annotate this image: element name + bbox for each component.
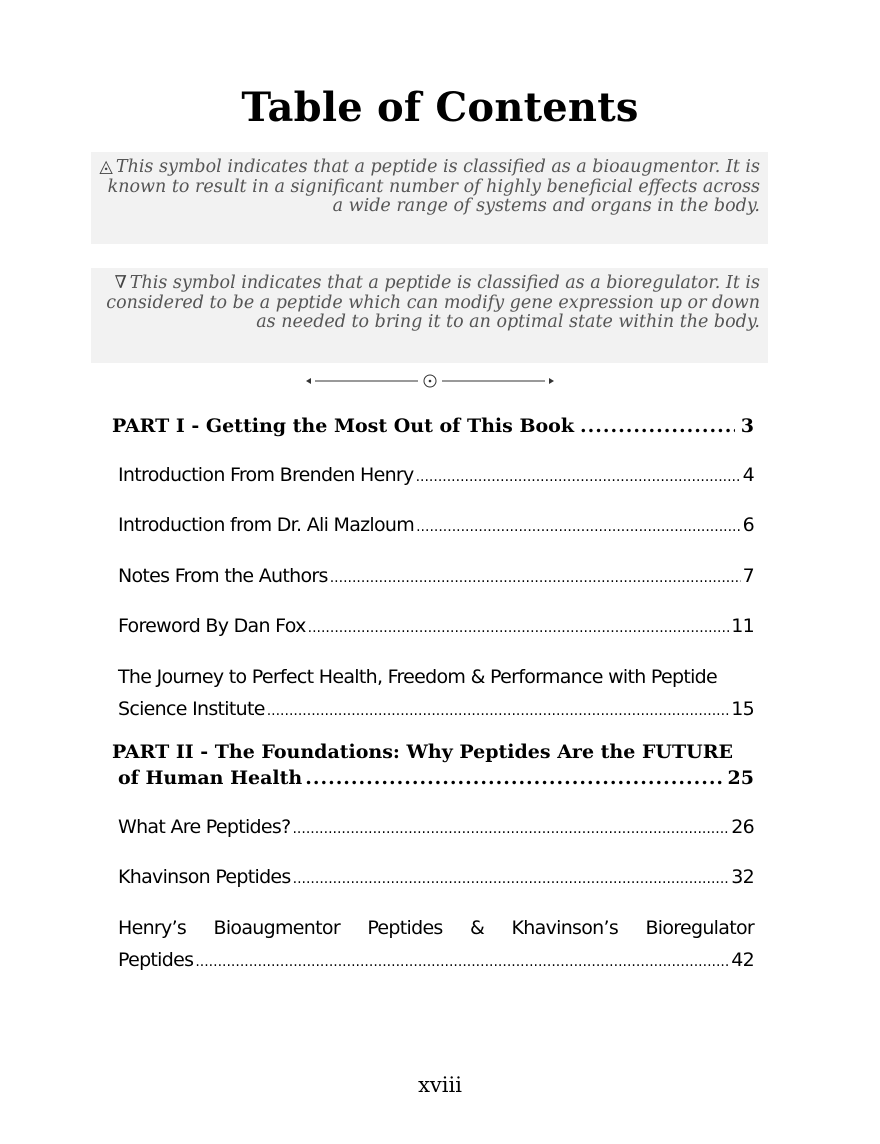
- page-title: Table of Contents: [241, 84, 639, 131]
- entry-page: 32: [731, 866, 754, 888]
- bioaugmentor-note-text: This symbol indicates that a peptide is classified as a bioaugmentor. It is known to result in a significant number of highly beneficial effects across a wide range of systems and organs in the body.: [107, 157, 760, 216]
- journey-line-1: The Journey to Perfect Health, Freedom & Performance with Peptide: [118, 666, 718, 688]
- bioregulator-symbol-icon: ∇: [114, 273, 127, 293]
- dot-leader: [267, 695, 730, 727]
- ornamental-divider-icon: [305, 373, 555, 389]
- entry-title: Foreword By Dan Fox: [118, 615, 306, 637]
- toc-part-1: [112, 413, 754, 439]
- toc-entry-4[interactable]: [118, 610, 754, 644]
- entry-page: 26: [731, 816, 754, 838]
- toc-entry-2[interactable]: [118, 509, 754, 543]
- toc-entry-henry[interactable]: [118, 912, 754, 978]
- entry-title: Introduction from Dr. Ali Mazloum: [118, 514, 415, 536]
- toc-entry-1[interactable]: [118, 459, 754, 493]
- dot-leader: [416, 511, 741, 543]
- bioregulator-note: [91, 268, 768, 363]
- toc-entry-5[interactable]: [118, 811, 754, 845]
- toc-entry-6[interactable]: [118, 861, 754, 895]
- toc-entry-journey[interactable]: [118, 661, 754, 727]
- word: &: [470, 917, 485, 939]
- word: Bioaugmentor: [213, 917, 340, 939]
- part-2-title-line-1: PART II - The Foundations: Why Peptides Are the FUTURE: [112, 741, 733, 763]
- part-2-page: 25: [727, 767, 754, 789]
- entry-title: Notes From the Authors: [118, 565, 328, 587]
- bioregulator-note-text: This symbol indicates that a peptide is classified as a bioregulator. It is considered to be a peptide which can modify gene expression up or down as needed to bring it to an optimal state within the body.: [106, 273, 760, 332]
- toc-entry-3[interactable]: [118, 560, 754, 594]
- part-1-title: PART I - Getting the Most Out of This Book: [112, 415, 575, 437]
- dot-leader: [293, 863, 730, 895]
- entry-title: Introduction From Brenden Henry: [118, 464, 414, 486]
- dot-leader: [305, 765, 724, 791]
- entry-page: 11: [731, 615, 754, 637]
- dot-leader: [580, 413, 735, 439]
- dot-leader: [330, 562, 741, 594]
- bioaugmentor-note: [91, 152, 768, 244]
- dot-leader: [292, 813, 729, 845]
- part-1-page: 3: [740, 415, 754, 437]
- bioaugmentor-symbol-icon: ◬: [99, 157, 113, 177]
- entry-title: Science Institute: [118, 698, 265, 720]
- entry-title: Peptides: [118, 949, 194, 971]
- part-2-title-line-2: of Human Health: [118, 767, 303, 789]
- entry-page: 6: [742, 514, 754, 536]
- word: Khavinson’s: [511, 917, 619, 939]
- dot-leader: [308, 612, 730, 644]
- entry-page: 42: [731, 949, 754, 971]
- entry-title: What Are Peptides?: [118, 816, 291, 838]
- henry-line-1: [118, 912, 754, 944]
- entry-page: 7: [742, 565, 754, 587]
- word: Bioregulator: [645, 917, 754, 939]
- entry-title: Khavinson Peptides: [118, 866, 291, 888]
- word: Peptides: [367, 917, 443, 939]
- part-1-row[interactable]: [112, 413, 754, 439]
- dot-leader: [195, 946, 729, 978]
- word: Henry’s: [118, 917, 187, 939]
- entry-page: 4: [742, 464, 754, 486]
- toc-part-2[interactable]: [112, 739, 754, 791]
- entry-page: 15: [731, 698, 754, 720]
- dot-leader: [416, 461, 741, 493]
- page-number: xviii: [418, 1073, 462, 1097]
